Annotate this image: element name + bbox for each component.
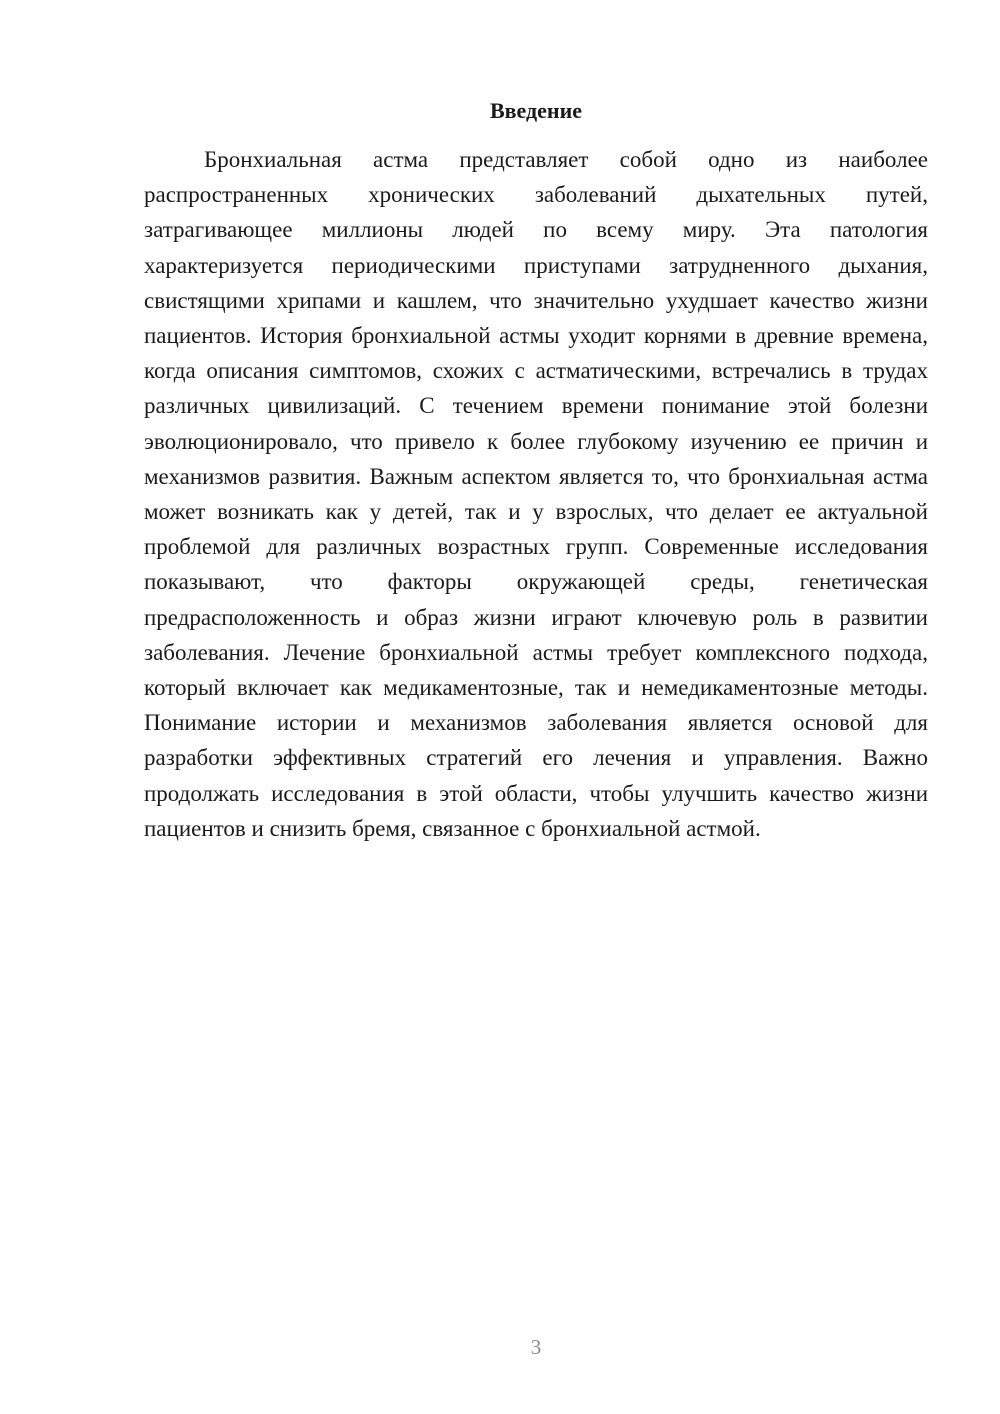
section-title: Введение: [489, 98, 583, 123]
body-paragraph: Бронхиальная астма представляет собой одно из наиболее распространенных хронических заболеваний дыхательных путей, затрагивающее миллионы людей по всему миру. Эта патология характеризуется периодическими приступами затрудненного дыхания, свистящими хрипами и кашлем, что значительно ухудшает качество жизни пациентов. История бронхиальной астмы уходит корнями в древние времена, когда описания симптомов, схожих с астматическими, встречались в трудах различных цивилизаций. С течением времени понимание этой болезни эволюционировало, что привело к более глубокому изучению ее причин и механизмов развития. Важным аспектом является то, что бронхиальная астма может возникать как у детей, так и у взрослых, что делает ее актуальной проблемой для различных возрастных групп. Современные исследования показывают, что факторы окружающей среды, генетическая предрасположенность и образ жизни играют ключевую роль в развитии заболевания. Лечение бронхиальной астмы требует комплексного подхода, который включает как медикаментозные, так и немедикаментозные методы. Понимание истории и механизмов заболевания является основой для разработки эффективных стратегий его лечения и управления. Важно продолжать исследования в этой области, чтобы улучшить качество жизни пациентов и снизить бремя, связанное с бронхиальной астмой.: [144, 147, 928, 841]
page-number: 3: [530, 1335, 542, 1359]
